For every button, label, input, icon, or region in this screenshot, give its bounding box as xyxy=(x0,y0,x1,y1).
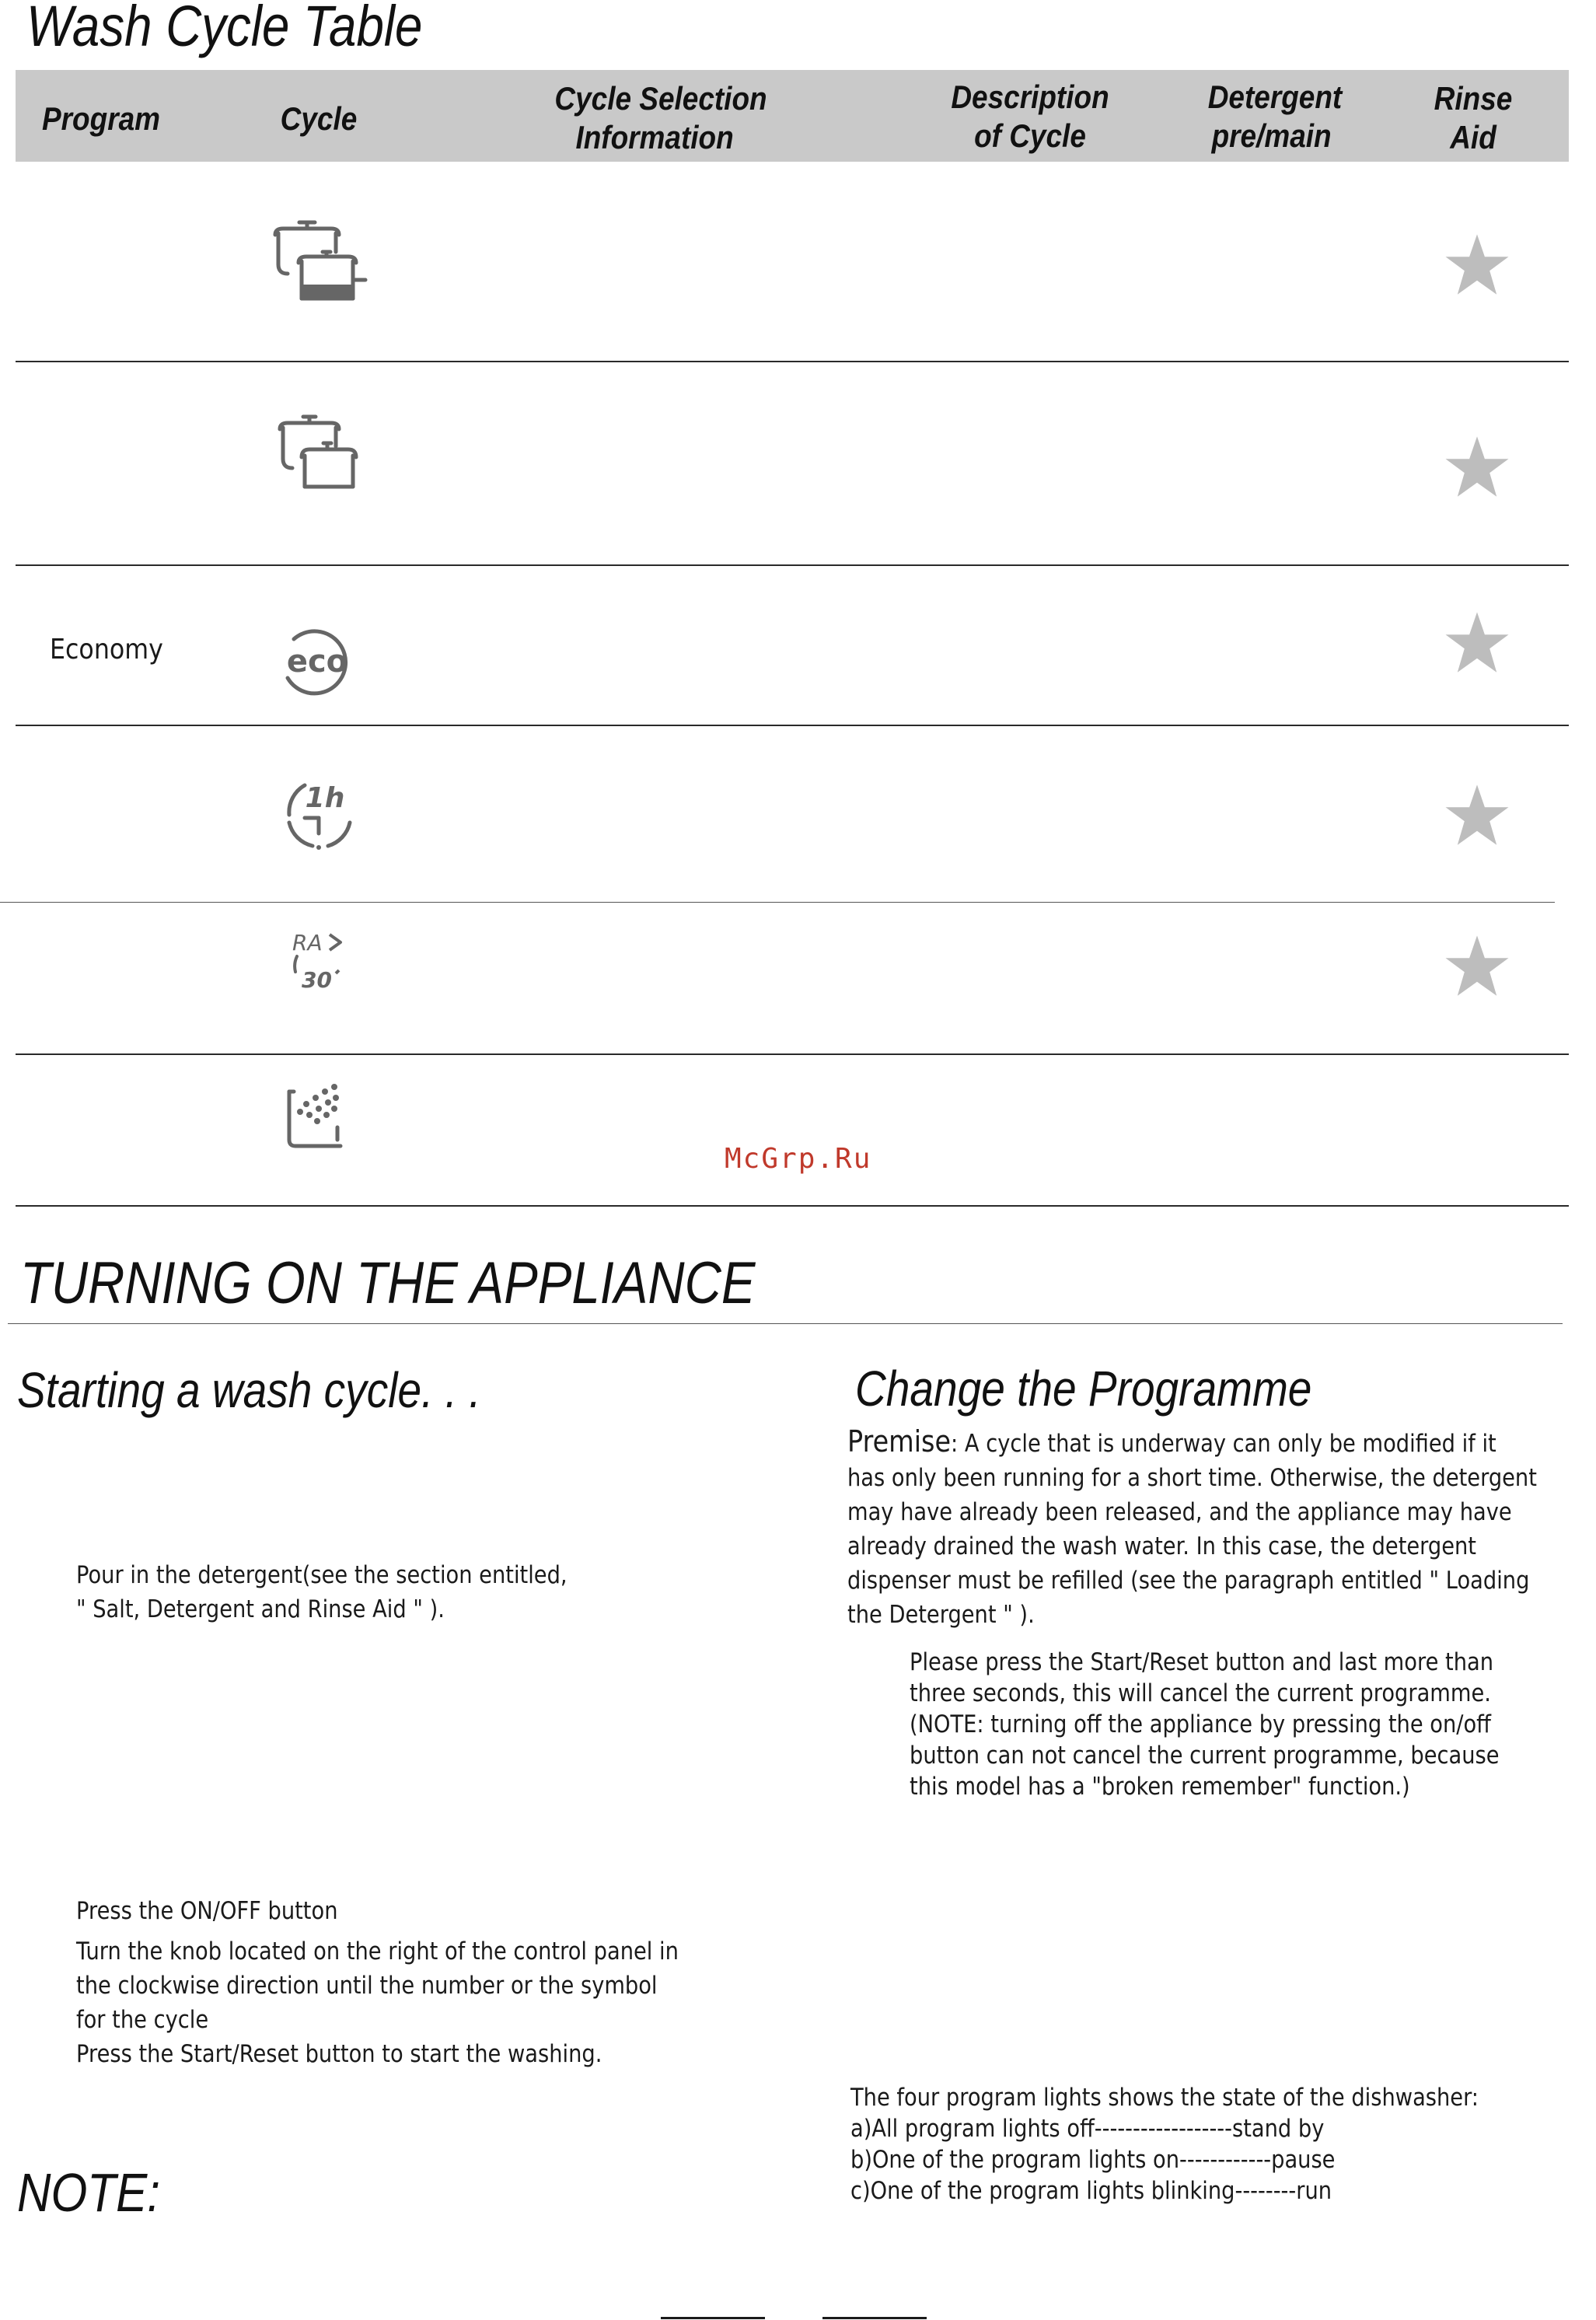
svg-text:eco: eco xyxy=(286,644,348,680)
subheading-starting-wash-cycle: Starting a wash cycle. . . xyxy=(17,1362,481,1418)
prewash-spray-icon xyxy=(283,1081,353,1155)
row-divider xyxy=(16,1053,1569,1055)
rinse-aid-star-icon xyxy=(1442,432,1512,506)
svg-text:1h: 1h xyxy=(305,782,345,814)
cancel-line-4: button can not cancel the current programme, because xyxy=(910,1742,1500,1770)
normal-pots-icon xyxy=(274,412,367,501)
rinse-aid-star-icon xyxy=(1442,608,1512,682)
lights-standby: a)All program lights off------------------stand by xyxy=(850,2115,1325,2143)
start-steps xyxy=(76,1894,679,2071)
svg-text:RA: RA xyxy=(292,930,323,956)
premise-line-6: the Detergent " ). xyxy=(847,1601,1035,1629)
rinse-aid-star-icon xyxy=(1442,931,1512,1005)
header-cycle-selection xyxy=(544,79,777,157)
rapid-30-icon xyxy=(286,925,356,999)
step-knob-line-3: for the cycle xyxy=(76,2006,209,2034)
rinse-aid-star-icon xyxy=(1442,781,1512,854)
subheading-change-programme: Change the Programme xyxy=(855,1361,1312,1417)
premise-line-5: dispenser must be refilled (see the paragraph entitled " Loading xyxy=(847,1567,1530,1595)
cancel-instruction xyxy=(910,1647,1499,1802)
detergent-instruction xyxy=(76,1558,568,1626)
header-description-line1: Description xyxy=(951,79,1109,115)
header-cycle-selection-line1: Cycle Selection xyxy=(554,80,767,117)
cancel-line-5: this model has a "broken remember" function.) xyxy=(910,1773,1410,1801)
header-rinse-aid xyxy=(1422,79,1524,157)
section-heading-turning-on: TURNING ON THE APPLIANCE xyxy=(20,1250,756,1316)
header-program: Program xyxy=(42,100,160,137)
section-divider xyxy=(8,1323,1563,1324)
step-start: Press the Start/Reset button to start the washing. xyxy=(76,2040,602,2068)
row-divider xyxy=(16,361,1569,362)
header-detergent xyxy=(1193,78,1357,155)
premise-line-4: already drained the wash water. In this case, the detergent xyxy=(847,1532,1477,1560)
note-heading: NOTE: xyxy=(17,2162,160,2223)
cancel-line-3: (NOTE: turning off the appliance by pressing the on/off xyxy=(910,1710,1491,1738)
eco-icon xyxy=(278,622,356,702)
header-description xyxy=(938,78,1123,155)
step-knob-line-1: Turn the knob located on the right of the control panel in xyxy=(76,1937,679,1965)
row-divider xyxy=(0,902,1555,903)
rinse-aid-star-icon xyxy=(1442,230,1512,304)
premise-line-1 xyxy=(847,1424,1537,1461)
row-divider xyxy=(16,1205,1569,1207)
header-rinse-aid-line1: Rinse xyxy=(1434,80,1513,117)
premise-label: Premise xyxy=(847,1424,952,1459)
premise-line-2: has only been running for a short time. Otherwise, the detergent xyxy=(847,1464,1537,1492)
program-label-economy: Economy xyxy=(50,634,163,666)
header-rinse-aid-line2: Aid xyxy=(1450,119,1496,155)
step-knob-line-2: the clockwise direction until the number or the symbol xyxy=(76,1972,658,2000)
lights-intro: The four program lights shows the state of the dishwasher: xyxy=(850,2084,1479,2112)
lights-pause: b)One of the program lights on------------pause xyxy=(850,2146,1336,2174)
header-detergent-line1: Detergent xyxy=(1207,79,1343,115)
header-description-line2: of Cycle xyxy=(974,117,1086,154)
one-hour-icon xyxy=(281,777,359,856)
intensive-pots-icon xyxy=(264,218,373,315)
premise-text-1: : A cycle that is underway can only be modified if it xyxy=(951,1430,1496,1458)
header-cycle-selection-line2: Information xyxy=(575,119,734,155)
step-onoff: Press the ON/OFF button xyxy=(76,1897,338,1925)
program-lights-info xyxy=(850,2082,1479,2206)
footer-mark xyxy=(822,2317,927,2319)
header-cycle: Cycle xyxy=(280,100,358,137)
cancel-line-2: three seconds, this will cancel the current programme. xyxy=(910,1679,1491,1707)
row-divider xyxy=(16,725,1569,726)
cancel-line-1: Please press the Start/Reset button and last more than xyxy=(910,1648,1494,1676)
watermark-text: McGrp.Ru xyxy=(725,1143,872,1175)
premise-paragraph xyxy=(847,1424,1537,1632)
detergent-line-1: Pour in the detergent(see the section entitled, xyxy=(76,1561,568,1589)
lights-run: c)One of the program lights blinking--------run xyxy=(850,2177,1332,2205)
header-detergent-line2: pre/main xyxy=(1211,117,1332,154)
svg-text:30: 30 xyxy=(302,967,332,993)
row-divider xyxy=(16,564,1569,566)
premise-line-3: may have already been released, and the appliance may have xyxy=(847,1498,1512,1526)
footer-mark xyxy=(661,2317,765,2319)
page-title: Wash Cycle Table xyxy=(26,0,423,58)
detergent-line-2: " Salt, Detergent and Rinse Aid " ). xyxy=(76,1595,445,1623)
